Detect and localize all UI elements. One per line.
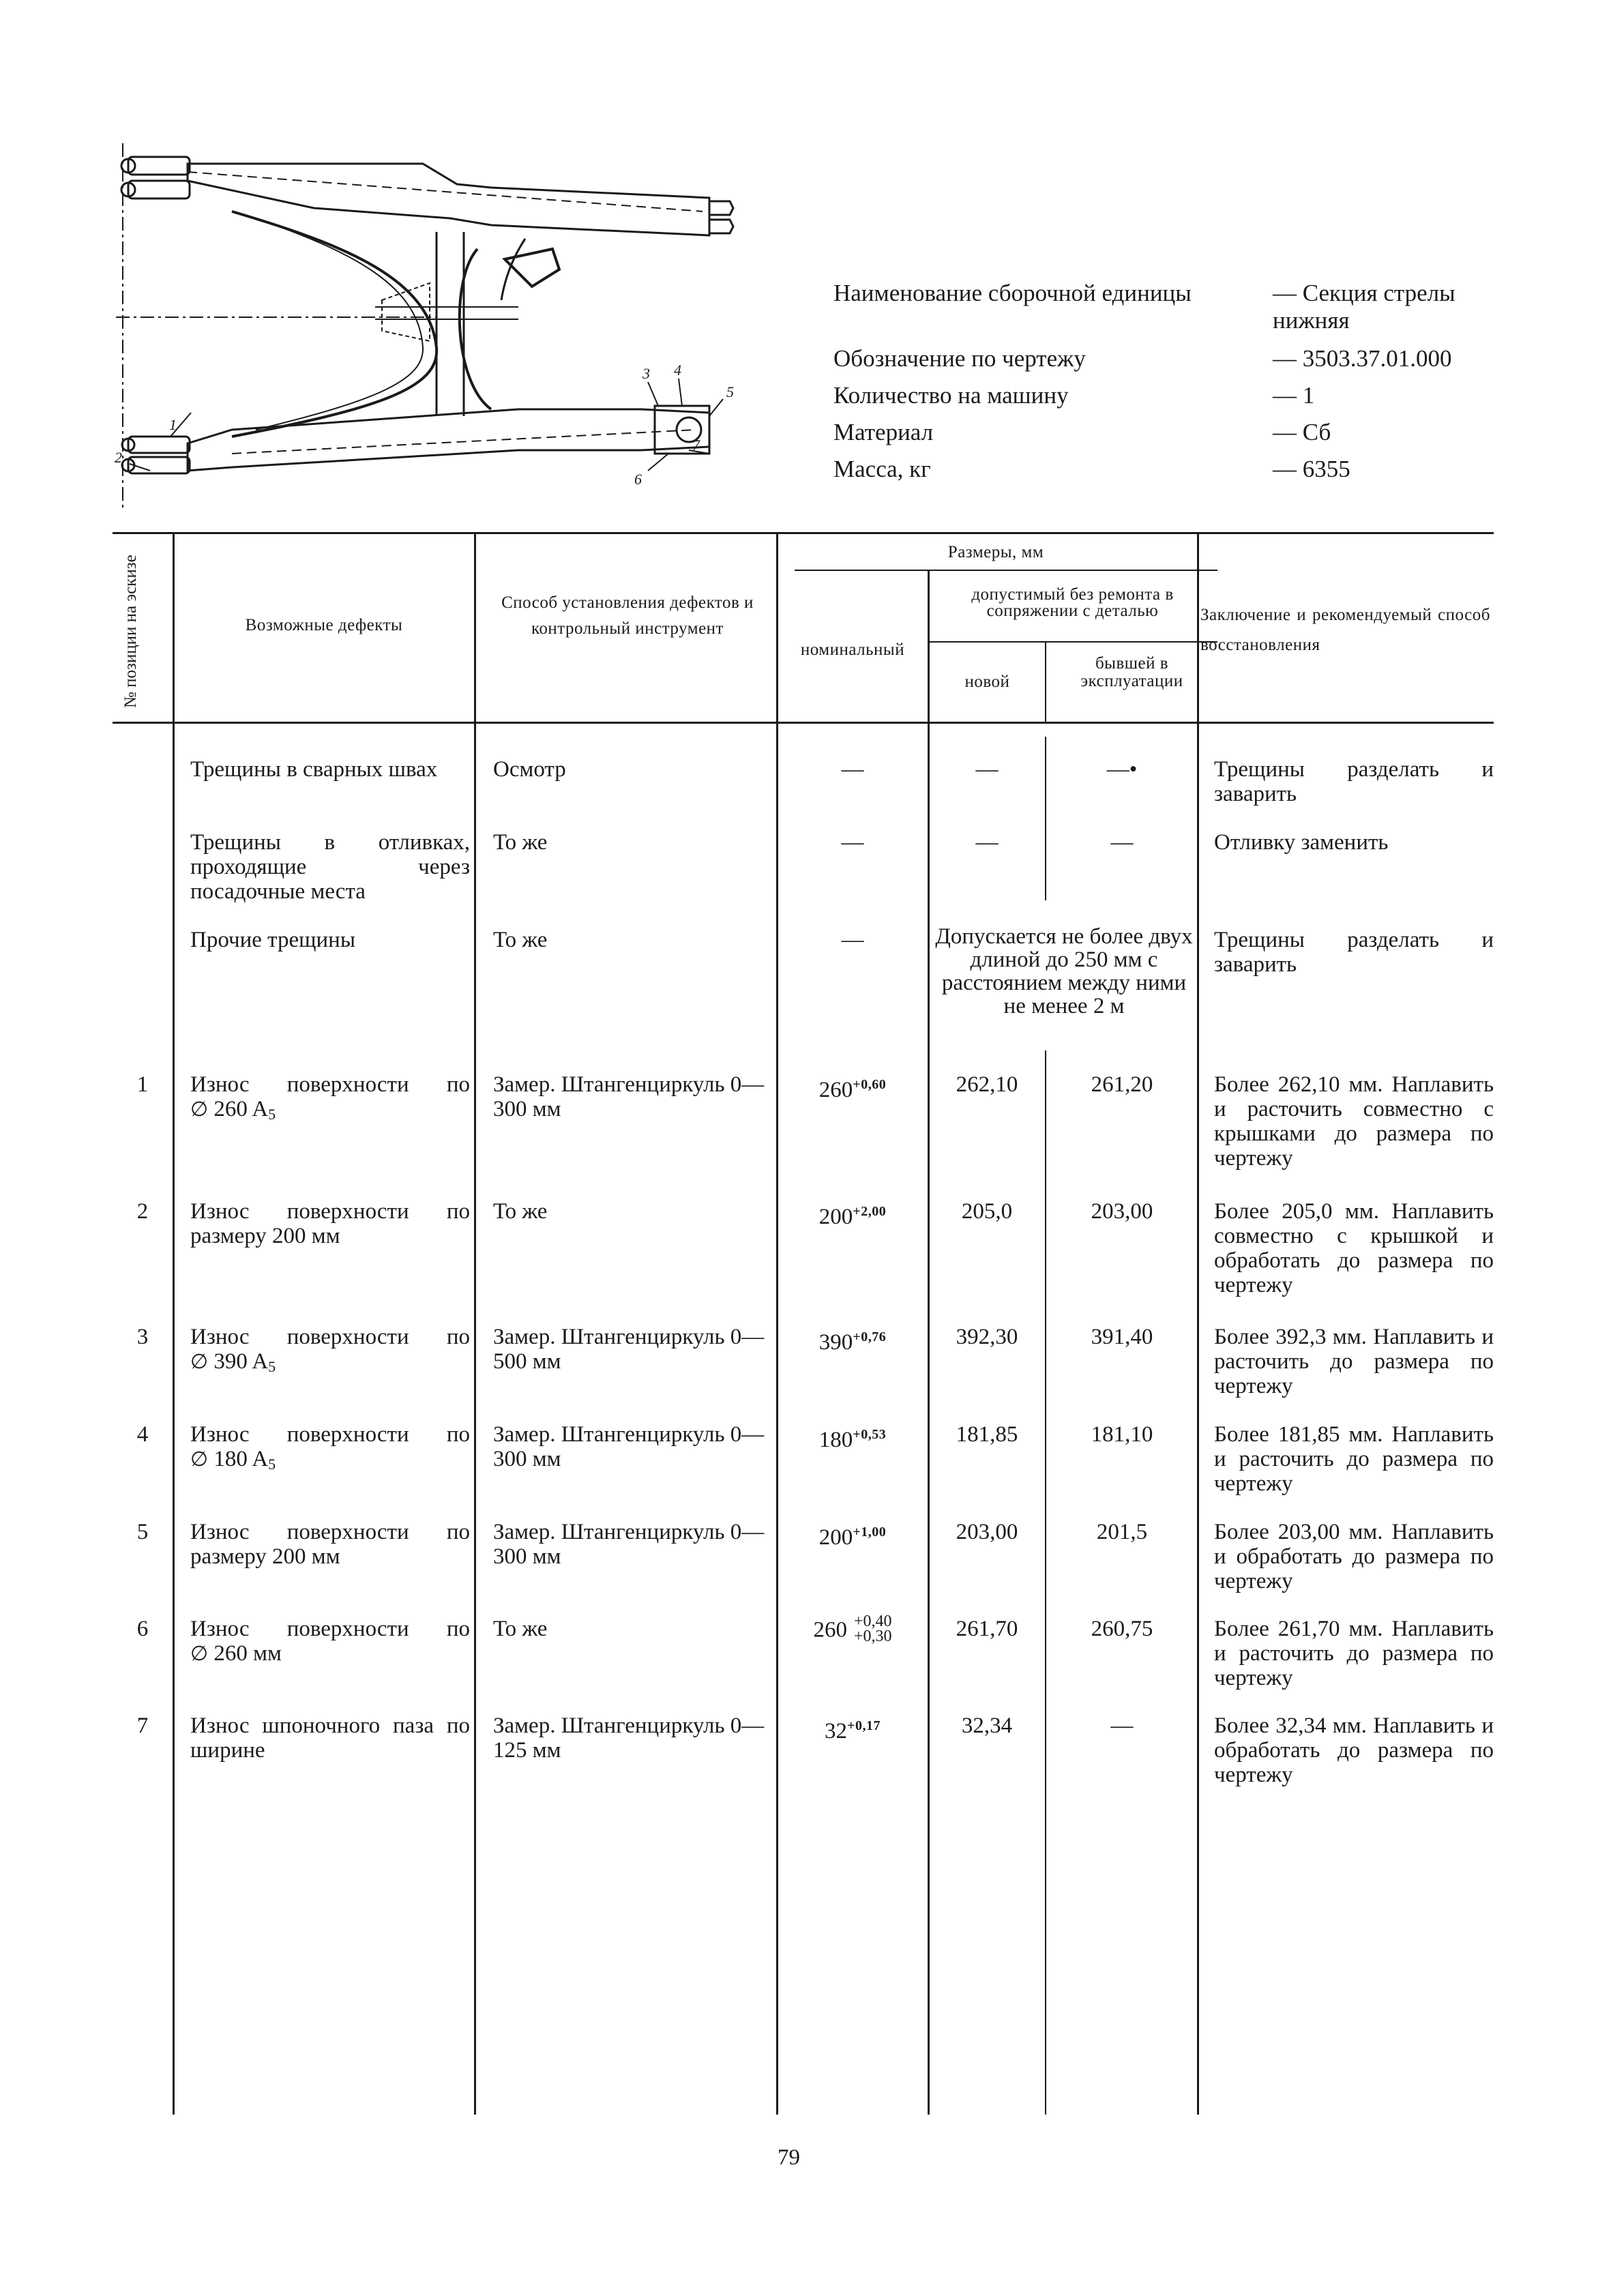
- nominal-base: 260: [818, 1078, 853, 1102]
- header-sizes: Размеры, мм: [947, 543, 1044, 561]
- cell-nominal: —: [841, 830, 864, 855]
- cell-defect: Износ шпоночного паза по ширине: [190, 1713, 470, 1763]
- cell-method: Замер. Штангенциркуль 0—300 мм: [493, 1520, 765, 1569]
- nominal-base: 390: [818, 1330, 853, 1355]
- cell-conclusion: Более 181,85 мм. Наплавить и расточить до размера по чертежу: [1214, 1422, 1494, 1496]
- bottom-left-clevis-2: [128, 457, 190, 473]
- cell-defect: [190, 1422, 470, 1477]
- cell-nominal: [778, 1199, 928, 1229]
- fit-subscript: 5: [268, 1456, 276, 1473]
- cell-defect: Износ поверхности по размеру 200 мм: [190, 1520, 470, 1569]
- cell-defect: [190, 1617, 470, 1666]
- cell-nominal: [778, 1325, 928, 1355]
- cell-method: Осмотр: [493, 757, 566, 782]
- page-number: 79: [778, 2145, 800, 2170]
- table-top-rule: [113, 532, 1494, 534]
- cell-conclusion: Более 392,3 мм. Наплавить и расточить до размера по чертежу: [1214, 1325, 1494, 1398]
- nominal-tolerance: +0,76: [853, 1329, 887, 1344]
- cell-used: 181,10: [1091, 1422, 1153, 1447]
- cell-new: —: [975, 830, 999, 855]
- gear-segment: [505, 249, 559, 286]
- cell-new: 261,70: [956, 1617, 1018, 1641]
- callout-7: 7: [692, 437, 700, 454]
- cell-new: 203,00: [956, 1520, 1018, 1544]
- cell-method: То же: [493, 928, 548, 952]
- header-allowed: допустимый без ремонта в сопряжении с деталью: [971, 585, 1174, 620]
- cell-defect: Трещины в сварных швах: [190, 757, 438, 782]
- cell-defect: Прочие трещины: [190, 928, 356, 952]
- cell-used: 203,00: [1091, 1199, 1153, 1224]
- defect-size: 260 мм: [213, 1641, 282, 1666]
- cell-method: То же: [493, 1617, 548, 1641]
- cell-nominal: [778, 1520, 928, 1550]
- cell-position: 6: [136, 1617, 149, 1641]
- cell-conclusion: Трещины разделать и заварить: [1214, 928, 1494, 977]
- spec-value: — Секция стрелы нижняя: [1273, 280, 1455, 334]
- spec-value: — 1: [1273, 382, 1315, 409]
- cell-allowed-note: Допускается не более двух длиной до 250 мм с расстоянием между ними не менее 2 м: [935, 924, 1193, 1018]
- cell-method: Замер. Штангенциркуль 0—300 мм: [493, 1072, 765, 1121]
- allowed-subheader-rule: [928, 641, 1217, 643]
- nominal-base: 32: [825, 1719, 848, 1743]
- cell-conclusion: Более 262,10 мм. Наплавить и расточить совместно с крышками до размера по чертежу: [1214, 1072, 1494, 1171]
- defect-line: Износ поверхности по: [190, 1325, 470, 1349]
- tolerance-stack: [854, 1614, 892, 1644]
- cell-new: —: [975, 757, 999, 782]
- defect-line: Износ поверхности по: [190, 1072, 470, 1097]
- nominal-base: 260: [813, 1617, 847, 1643]
- cell-nominal: [778, 1713, 928, 1743]
- spec-value: — 3503.37.01.000: [1273, 345, 1452, 372]
- diameter-icon: ∅: [190, 1642, 209, 1666]
- cell-conclusion: Более 32,34 мм. Наплавить и обработать до размера по чертежу: [1214, 1713, 1494, 1787]
- header-defects: Возможные дефекты: [245, 616, 403, 634]
- header-method: Способ установления дефектов и контрольный инструмент: [501, 593, 754, 638]
- cell-defect: Износ поверхности по размеру 200 мм: [190, 1199, 470, 1248]
- col-rule-new-header: [1045, 641, 1046, 722]
- bottom-left-clevis: [128, 437, 190, 453]
- right-top-end: [709, 201, 733, 215]
- sizes-subheader-rule: [795, 570, 1217, 571]
- cell-position: 7: [136, 1713, 149, 1738]
- cell-used: —: [1110, 830, 1134, 855]
- cell-nominal: —: [841, 757, 864, 782]
- cell-nominal: [778, 1072, 928, 1102]
- cell-conclusion: Более 261,70 мм. Наплавить и расточить до размера по чертежу: [1214, 1617, 1494, 1690]
- upper-beam-outline: [188, 164, 709, 235]
- nominal-base: 200: [818, 1525, 853, 1550]
- defect-size: 390 A: [213, 1349, 269, 1374]
- nominal-tolerance: +2,00: [853, 1204, 887, 1219]
- defect-line: [190, 1097, 470, 1127]
- cell-position: 3: [136, 1325, 149, 1349]
- cell-method: Замер. Штангенциркуль 0—300 мм: [493, 1422, 765, 1471]
- top-left-clevis-2: [128, 181, 190, 198]
- cell-conclusion: Более 205,0 мм. Наплавить совместно с крышкой и обработать до размера по чертежу: [1214, 1199, 1494, 1297]
- cell-position: 4: [136, 1422, 149, 1447]
- defect-line: [190, 1447, 470, 1477]
- spec-value: — Сб: [1273, 419, 1331, 445]
- nominal-tolerance: +0,60: [853, 1077, 887, 1092]
- defect-size: 180 A: [213, 1447, 269, 1471]
- cell-defect: [190, 1072, 470, 1127]
- spec-value: — 6355: [1273, 456, 1350, 482]
- callout-4: 4: [674, 362, 681, 379]
- cell-position: 5: [136, 1520, 149, 1544]
- diameter-icon: ∅: [190, 1447, 209, 1471]
- cell-nominal: —: [841, 928, 864, 952]
- cell-conclusion: Отливку заменить: [1214, 830, 1389, 855]
- header-bottom-rule: [113, 722, 1494, 724]
- cell-method: Замер. Штангенциркуль 0—125 мм: [493, 1713, 765, 1763]
- diameter-icon: ∅: [190, 1098, 209, 1121]
- nominal-base: 200: [818, 1205, 853, 1229]
- defect-line: [190, 1349, 470, 1379]
- tolerance-lower: +0,30: [853, 1628, 892, 1645]
- tolerance-upper: +0,40: [853, 1613, 892, 1630]
- header-conclusion: Заключение и рекомендуемый способ восстановления: [1200, 606, 1490, 654]
- leader-4: [679, 379, 682, 406]
- header-position: № позиции на эскизе: [121, 555, 140, 708]
- col-rule-new-top: [1045, 737, 1046, 900]
- leader-3: [648, 382, 658, 406]
- header-nominal: номинальный: [800, 641, 905, 659]
- cell-position: 2: [136, 1199, 149, 1224]
- right-top-end-2: [709, 220, 733, 233]
- cell-new: 181,85: [956, 1422, 1018, 1447]
- fit-subscript: 5: [268, 1106, 276, 1123]
- callout-3: 3: [642, 365, 650, 382]
- cell-new: 392,30: [956, 1325, 1018, 1349]
- nominal-tolerance: +1,00: [853, 1525, 887, 1540]
- header-used: бывшей в эксплуатации: [1080, 654, 1183, 690]
- fit-subscript: 5: [268, 1358, 276, 1375]
- cell-method: То же: [493, 1199, 548, 1224]
- cell-new: 262,10: [956, 1072, 1018, 1097]
- cell-nominal: [778, 1422, 928, 1452]
- col-rule-defects: [474, 532, 476, 2115]
- cell-used: 261,20: [1091, 1072, 1153, 1097]
- nominal-base: 180: [818, 1428, 853, 1452]
- defect-line: [190, 1641, 470, 1666]
- defect-line: Износ поверхности по: [190, 1617, 470, 1641]
- col-rule-conclusion: [1197, 532, 1199, 2115]
- callout-1: 1: [169, 416, 177, 433]
- defect-size: 260 A: [213, 1097, 269, 1121]
- cell-used: 201,5: [1096, 1520, 1148, 1544]
- callout-2: 2: [115, 449, 122, 466]
- callout-6: 6: [634, 471, 642, 488]
- defects-table: [113, 532, 1494, 2115]
- technical-sketch: [109, 143, 764, 512]
- callout-5: 5: [726, 383, 734, 400]
- cell-new: 32,34: [961, 1713, 1013, 1738]
- cell-method: То же: [493, 830, 548, 855]
- cell-used: —: [1110, 1713, 1134, 1738]
- diameter-icon: ∅: [190, 1350, 209, 1374]
- cell-defect: [190, 1325, 470, 1379]
- cell-used: —•: [1106, 757, 1138, 782]
- spec-label: Количество на машину: [833, 382, 1069, 409]
- spec-label: Обозначение по чертежу: [833, 345, 1086, 372]
- frame-curve-outer: [232, 211, 437, 437]
- spec-label: Масса, кг: [833, 456, 931, 482]
- cell-used: 260,75: [1091, 1617, 1153, 1641]
- cell-position: 1: [136, 1072, 149, 1097]
- top-left-clevis: [128, 157, 190, 175]
- cell-conclusion: Трещины разделать и заварить: [1214, 757, 1494, 806]
- col-rule-new: [1045, 1050, 1046, 2115]
- hidden-segment: [382, 283, 430, 341]
- cell-conclusion: Более 203,00 мм. Наплавить и обработать до размера по чертежу: [1214, 1520, 1494, 1593]
- cell-defect: Трещины в отливках, проходящие через посадочные места: [190, 830, 470, 904]
- leader-6: [648, 454, 668, 471]
- nominal-tolerance: +0,17: [847, 1718, 881, 1733]
- nominal-tolerance: +0,53: [853, 1427, 887, 1442]
- defect-line: Износ поверхности по: [190, 1422, 470, 1447]
- boom-section-drawing: [109, 143, 764, 512]
- header-new: новой: [964, 673, 1010, 691]
- col-rule-pos: [173, 532, 175, 2115]
- spec-label: Наименование сборочной единицы: [833, 280, 1192, 306]
- cell-new: 205,0: [961, 1199, 1013, 1224]
- cell-method: Замер. Штангенциркуль 0—500 мм: [493, 1325, 765, 1374]
- leader-5: [709, 399, 723, 416]
- lower-beam-outline: [188, 409, 709, 471]
- cell-used: 391,40: [1091, 1325, 1153, 1349]
- spec-label: Материал: [833, 419, 934, 445]
- cell-nominal: [778, 1613, 928, 1647]
